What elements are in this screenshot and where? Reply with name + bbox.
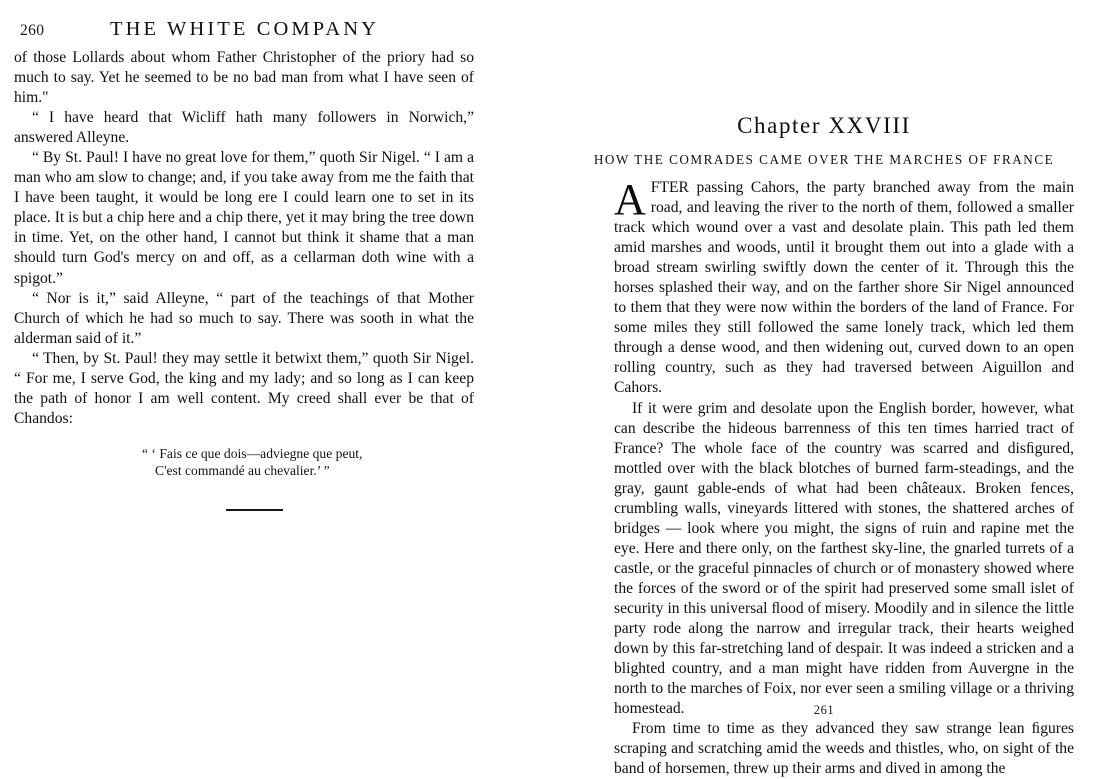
- verse-line: C'est commandé au chevalier.’ ”: [155, 463, 330, 479]
- chapter-subtitle: HOW THE COMRADES CAME OVER THE MARCHES OF FRANCE: [593, 152, 1055, 167]
- running-head-title: THE WHITE COMPANY: [110, 18, 380, 40]
- drop-cap-letter: A: [614, 175, 646, 224]
- paragraph: “ By St. Paul! I have no great love for them,” quoth Sir Nigel. “ I am a man who am slow to change; and, if you take away from me the faith that I have been taught, it would be long ere I could learn one to set in its place. It is but a chip here and a chip there, yet it may bring the tree down in time. Yet, on the other hand, I cannot but think it shame that a man should turn God's mercy on and off, as a cellarman doth wine with a spigot.”: [14, 149, 474, 287]
- verse-line: “ ‘ Fais ce que dois—adviegne que peut,: [142, 445, 363, 461]
- verso-page: [0, 0, 520, 733]
- paragraph: “ Then, by St. Paul! they may settle it betwixt them,” quoth Sir Nigel. “ For me, I serve God, the king and my lady; and so long as I can keep the path of honor I am well content. My creed shall ever be that of Chandos:: [14, 349, 474, 427]
- paragraph: “ Nor is it,” said Alleyne, “ part of the teachings of that Mother Church of which he had so much to say. There was sooth in what the alderman said of it.”: [14, 289, 474, 347]
- verse-quotation: [14, 445, 474, 480]
- paragraph: “ I have heard that Wicliff hath many followers in Norwich,” answered Alleyne.: [14, 109, 474, 147]
- running-head: [14, 10, 474, 44]
- opening-paragraph: [614, 175, 1074, 399]
- folio-number-recto: 261: [813, 703, 835, 717]
- folio-number-verso: 260: [20, 22, 45, 39]
- paragraph: of those Lollards about whom Father Christopher of the priory had so much to say. Yet he seemed to be no bad man from what I have seen of him.": [14, 49, 474, 107]
- paragraph: From time to time as they advanced they saw strange lean ﬁgures scraping and scratching amid the weeds and thistles, who, on sight of the band of horsemen, threw up their arms and dived in among the: [614, 720, 1074, 778]
- opening-paragraph-text: FTER passing Cahors, the party branched away from the main road, and leaving the river to the north of them, followed a smaller track which wound over a vast and desolate plain. This path led them amid marshes and woods, until it brought them out into a glade with a broad stream swirling swiftly down the center of it. Through this the horses splashed their way, and on the farther shore Sir Nigel announced to them that they were now within the borders of the land of France. For some miles they still followed the same lonely track, which led them through a dense wood, and then widening out, curved down to an open rolling country, such as they had traversed between Aiguillon and Cahors.: [614, 179, 1074, 397]
- recto-text-column: [614, 175, 1074, 779]
- recto-page: [574, 0, 1094, 778]
- verso-text-column: [14, 48, 474, 511]
- chapter-title: Chapter XXVIII: [737, 113, 911, 138]
- paragraph: If it were grim and desolate upon the English border, however, what can describe the hideous barrenness of this ten times harried tract of France? The whole face of the country was scarred and disﬁgured, mottled over with the black blotches of burned farm-steadings, and the gray, gaunt gable-ends of what had been châteaux. Broken fences, crumbling walls, vineyards littered with stones, the shattered arches of bridges — look where you might, the signs of ruin and rapine met the eye. Here and there only, on the farthest sky-line, the gnarled turrets of a castle, or the graceful pinnacles of church or of monastery showed where the forces of the sword or of the spirit had preserved some small islet of security in this universal ﬂood of misery. Moodily and in silence the little party rode along the narrow and irregular track, their hearts weighed down by this far-stretching land of despair. It was indeed a stricken and a blighted country, and a man might have ridden from Auvergne in the north to the marches of Foix, nor ever seen a smiling village or a thriving homestead.: [614, 399, 1074, 718]
- section-divider-rule: [226, 509, 283, 512]
